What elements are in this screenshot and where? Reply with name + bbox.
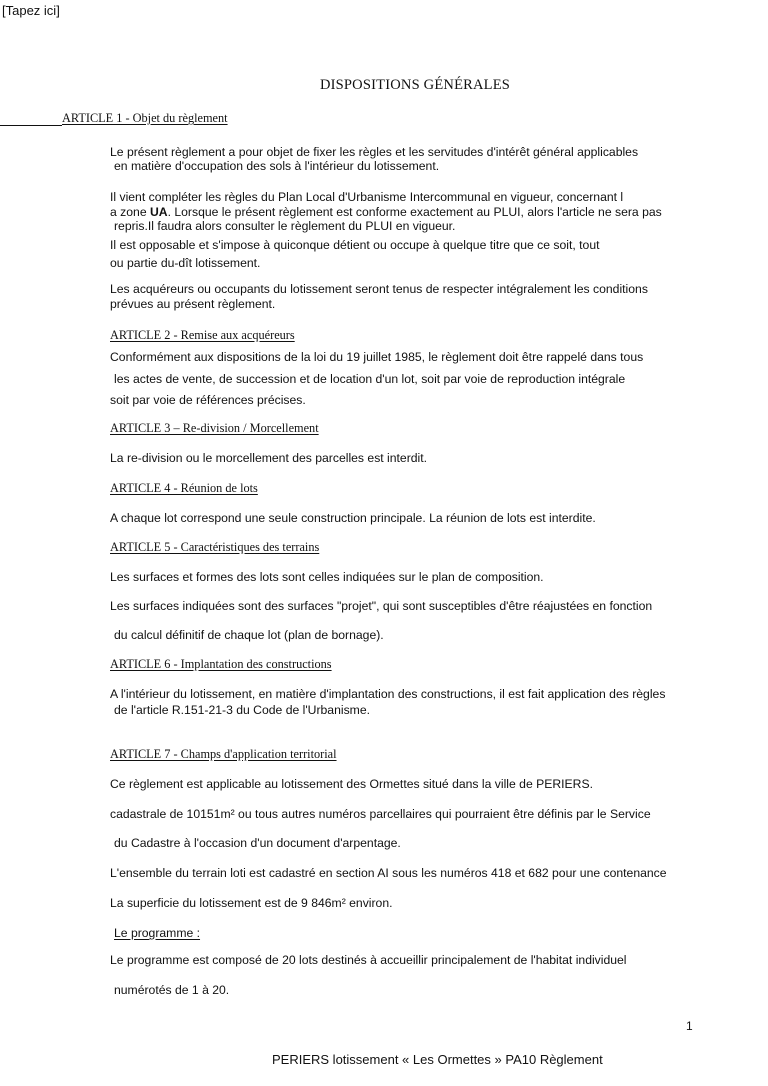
article-5-text: Les surfaces indiquées sont des surfaces "projet", qui sont susceptibles d'être réajustées en fonction bbox=[110, 599, 653, 613]
article-1-text-part: a zone bbox=[110, 205, 150, 219]
article-5-heading: ARTICLE 5 - Caractéristiques des terrains bbox=[110, 540, 320, 554]
article-3-heading: ARTICLE 3 – Re-division / Morcellement bbox=[110, 421, 319, 435]
article-1-text: repris.Il faudra alors consulter le règlement du PLUI en vigueur. bbox=[114, 219, 456, 233]
article-1-text: Le présent règlement a pour objet de fixer les règles et les servitudes d'intérêt général applicables bbox=[110, 145, 639, 159]
page-title: DISPOSITIONS GÉNÉRALES bbox=[319, 77, 511, 93]
page-footer: PERIERS lotissement « Les Ormettes » PA10 Règlement bbox=[272, 1052, 603, 1067]
article-3-text: La re-division ou le morcellement des parcelles est interdit. bbox=[110, 451, 428, 465]
article-1-text: Il vient compléter les règles du Plan Local d'Urbanisme Intercommunal en vigueur, concernant l bbox=[110, 190, 624, 204]
article-7-text: cadastrale de 10151m² ou tous autres numéros parcellaires qui pourraient être définis par le Service bbox=[110, 807, 651, 821]
article-7-text: Le programme est composé de 20 lots destinés à accueillir principalement de l'habitat individuel bbox=[110, 953, 627, 967]
article-4-heading: ARTICLE 4 - Réunion de lots bbox=[110, 481, 258, 495]
article-7-text: L'ensemble du terrain loti est cadastré en section AI sous les numéros 418 et 682 pour une contenance bbox=[110, 866, 667, 880]
article-4-text: A chaque lot correspond une seule construction principale. La réunion de lots est interdite. bbox=[110, 511, 596, 525]
article-6-text: de l'article R.151-21-3 du Code de l'Urbanisme. bbox=[114, 703, 370, 717]
article-1-heading: ARTICLE 1 - Objet du règlement bbox=[62, 111, 228, 125]
article-1-text: ou partie du-dît lotissement. bbox=[110, 256, 261, 270]
header-placeholder: [Tapez ici] bbox=[2, 3, 60, 18]
article-7-text: Ce règlement est applicable au lotissement des Ormettes situé dans la ville de PERIERS. bbox=[110, 777, 593, 791]
article-1-rule bbox=[0, 125, 62, 126]
zone-ua-label: UA bbox=[149, 205, 168, 219]
article-1-text: prévues au présent règlement. bbox=[110, 297, 276, 311]
article-7-text: La superficie du lotissement est de 9 846m² environ. bbox=[110, 896, 393, 910]
article-5-text: Les surfaces et formes des lots sont celles indiquées sur le plan de composition. bbox=[110, 570, 544, 584]
article-1-text bbox=[110, 205, 662, 220]
article-2-text: les actes de vente, de succession et de location d'un lot, soit par voie de reproduction intégrale bbox=[114, 372, 626, 386]
article-1-text-part: . Lorsque le présent règlement est conforme exactement au PLUI, alors l'article ne sera pas bbox=[167, 205, 662, 219]
article-6-text: A l'intérieur du lotissement, en matière d'implantation des constructions, il est fait application des règles bbox=[110, 687, 666, 701]
programme-heading: Le programme : bbox=[114, 926, 201, 940]
article-7-text: numérotés de 1 à 20. bbox=[114, 983, 230, 997]
article-5-text: du calcul définitif de chaque lot (plan de bornage). bbox=[114, 628, 384, 642]
article-2-heading: ARTICLE 2 - Remise aux acquéreurs bbox=[110, 328, 295, 342]
article-7-heading: ARTICLE 7 - Champs d'application territorial bbox=[110, 747, 337, 761]
article-1-text: Il est opposable et s'impose à quiconque détient ou occupe à quelque titre que ce soit, tout bbox=[110, 238, 600, 252]
article-1-text: en matière d'occupation des sols à l'intérieur du lotissement. bbox=[114, 159, 440, 173]
article-2-text: Conformément aux dispositions de la loi du 19 juillet 1985, le règlement doit être rappelé dans tous bbox=[110, 350, 644, 364]
article-6-heading: ARTICLE 6 - Implantation des constructions bbox=[110, 657, 332, 671]
article-7-text: du Cadastre à l'occasion d'un document d'arpentage. bbox=[114, 836, 401, 850]
article-2-text: soit par voie de références précises. bbox=[110, 393, 306, 407]
page-number: 1 bbox=[686, 1019, 693, 1033]
article-1-text: Les acquéreurs ou occupants du lotissement seront tenus de respecter intégralement les conditions bbox=[110, 282, 648, 296]
